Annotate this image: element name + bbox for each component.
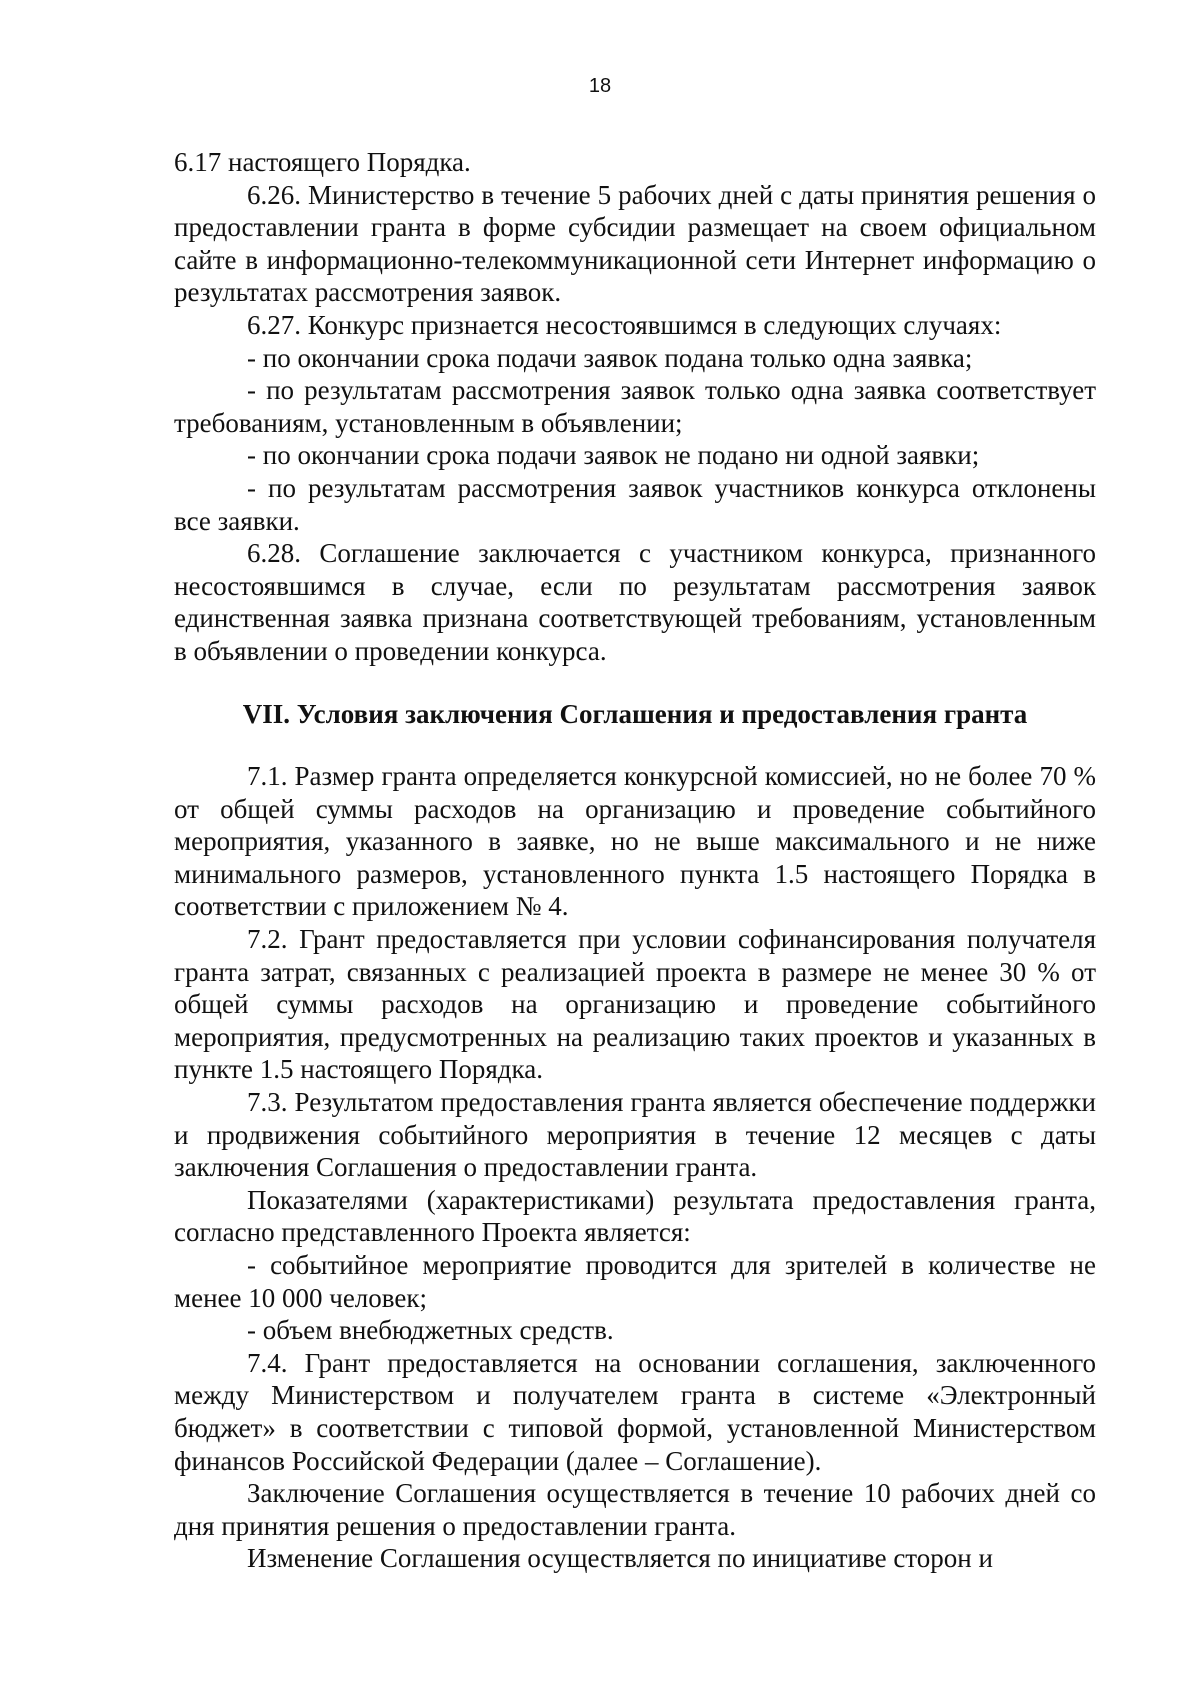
paragraph: - по окончании срока подачи заявок не подано ни одной заявки; bbox=[247, 440, 980, 471]
document-body bbox=[174, 146, 1096, 1575]
paragraph: 7.2. Грант предоставляется при условии софинансирования получателя гранта затрат, связанных с реализацией проекта в размере не менее 30 % от общей суммы расходов на организацию и проведение событийного мероприятия, предусмотренных на реализацию таких проектов и указанных в пункте 1.5 настоящего Порядка. bbox=[174, 924, 1096, 1085]
paragraph: Показателями (характеристиками) результата предоставления гранта, согласно представленного Проекта является: bbox=[174, 1184, 1096, 1248]
paragraph: - событийное мероприятие проводится для зрителей в количестве не менее 10 000 человек; bbox=[174, 1250, 1096, 1313]
paragraph: Изменение Соглашения осуществляется по инициативе сторон и bbox=[247, 1543, 993, 1574]
paragraph: 7.1. Размер гранта определяется конкурсной комиссией, но не более 70 % от общей суммы расходов на организацию и проведение событийного мероприятия, указанного в заявке, но не выше максимального и не ниже минимального размеров, установленного пункта 1.5 настоящего Порядка в соответствии с приложением № 4. bbox=[174, 761, 1096, 922]
paragraph: Заключение Соглашения осуществляется в течение 10 рабочих дней со дня принятия решения о предоставлении гранта. bbox=[174, 1478, 1096, 1541]
paragraph: 6.26. Министерство в течение 5 рабочих дней с даты принятия решения о предоставлении гранта в форме субсидии размещает на своем официальном сайте в информационно-телекоммуникационной сети Интернет информацию о результатах рассмотрения заявок. bbox=[174, 179, 1096, 308]
paragraph: 7.3. Результатом предоставления гранта является обеспечение поддержки и продвижения событийного мероприятия в течение 12 месяцев с даты заключения Соглашения о предоставлении гранта. bbox=[174, 1087, 1096, 1183]
paragraph: 7.4. Грант предоставляется на основании соглашения, заключенного между Министерством и получателем гранта в системе «Электронный бюджет» в соответствии с типовой формой, установленной Министерством финансов Российской Федерации (далее – Соглашение). bbox=[174, 1347, 1096, 1476]
page-number: 18 bbox=[588, 75, 612, 97]
paragraph: - по окончании срока подачи заявок подана только одна заявка; bbox=[247, 342, 973, 373]
paragraphs-before-heading bbox=[174, 146, 1096, 668]
section-heading: VII. Условия заключения Соглашения и предоставления гранта bbox=[242, 698, 1028, 729]
paragraph: 6.27. Конкурс признается несостоявшимся в следующих случаях: bbox=[247, 309, 1002, 340]
paragraph: - по результатам рассмотрения заявок только одна заявка соответствует требованиям, установленным в объявлении; bbox=[174, 375, 1096, 438]
paragraph: - объем внебюджетных средств. bbox=[247, 1315, 614, 1346]
paragraph: 6.28. Соглашение заключается с участником конкурса, признанного несостоявшимся в случае, если по результатам рассмотрения заявок единственная заявка признана соответствующей требованиям, установленным в объявлении о проведении конкурса. bbox=[174, 538, 1096, 666]
paragraphs-after-heading bbox=[174, 760, 1096, 1575]
paragraph: - по результатам рассмотрения заявок участников конкурса отклонены все заявки. bbox=[174, 472, 1096, 536]
paragraph: 6.17 настоящего Порядка. bbox=[174, 147, 471, 177]
